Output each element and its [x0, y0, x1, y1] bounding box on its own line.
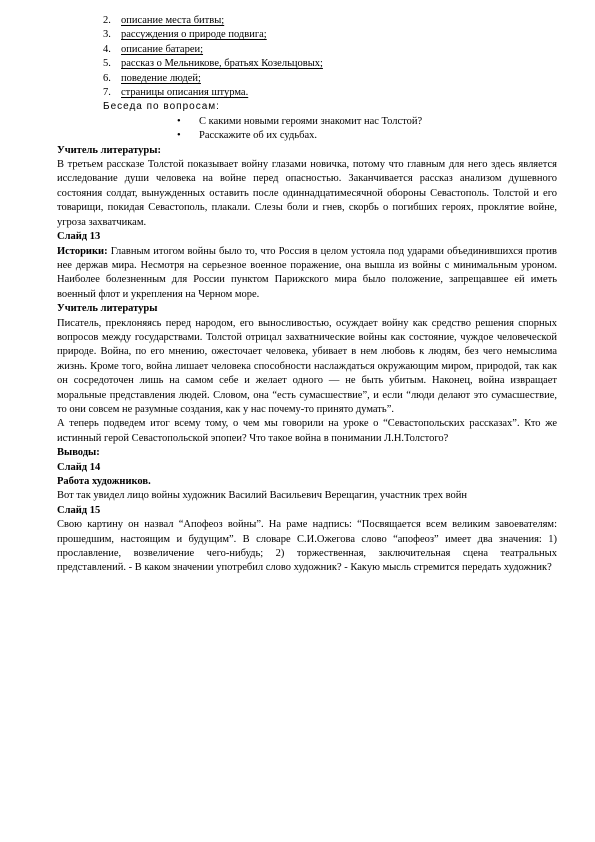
- list-item: 7. страницы описания штурма.: [103, 87, 249, 99]
- question-list: [177, 115, 557, 144]
- slide-heading: Слайд 14: [57, 461, 101, 473]
- discussion-label: Беседа по вопросам:: [103, 101, 220, 113]
- artists-heading: Работа художников.: [57, 476, 151, 487]
- bullet-icon: •: [177, 130, 181, 142]
- list-item: 4. описание батареи;: [103, 43, 204, 55]
- paragraph: Вот так увидел лицо войны художник Василий Васильевич Верещагин, участник трех войн: [57, 490, 467, 502]
- slide-heading: Слайд 15: [57, 504, 101, 516]
- bullet-icon: •: [177, 115, 181, 127]
- numbered-list: [103, 14, 557, 100]
- paragraph: Историки: Главным итогом войны было то, что Россия в целом устояла под ударами объединившихся против нее держав мира. Несмотря на серьезное военное поражение, она вышла из войны с минимальным уроном. Наиболее болезненным для России пунктом Парижского мира было положение, запрещавшее ей иметь военный флот и укрепления на Черном море.: [57, 245, 557, 300]
- paragraph: Писатель, преклоняясь перед народом, его выносливостью, осуждает войну как средство решения спорных вопросов между государствами. Толстой отрицал захватнические войны как состояние, чуждое человеческой природе. Война, по его мнению, ожесточает человека, убивает в нем любовь к людям, без чего немыслима жизнь. Кроме того, война лишает человека способности наслаждаться окружающим миром, природой, так как он сосредоточен лишь на самом себе и желает одного — не быть убитым. Наконец, война извращает моральные представления людей. Словом, она “есть сумасшествие”, и если “люди делают это сумасшествие, то они совсем не разумные создания, как у нас почему-то принято думать”.: [57, 317, 557, 415]
- list-item: 3. рассуждения о природе подвига;: [103, 29, 267, 41]
- list-item: 5. рассказ о Мельникове, братьях Козельцовых;: [103, 58, 323, 70]
- paragraph: А теперь подведем итог всему тому, о чем мы говорили на уроке о “Севастопольских рассказах”. Кто же истинный герой Севастопольской эпопеи? Что такое война в понимании Л.Н.Толстого?: [57, 418, 557, 444]
- teacher-heading: Учитель литературы:: [57, 144, 161, 156]
- conclusions-heading: Выводы:: [57, 447, 100, 459]
- paragraph: В третьем рассказе Толстой показывает войну глазами новичка, потому что главным для него здесь является исследование души человека на войне перед опасностью. Заканчивается рассказ анализом душевного состояния солдат, вынужденных оставить после одиннадцатимесячной обороны Севастополь. Толстой и его товарищи, покидая Севастополь, плакали. Слезы боли и гнев, скорбь о погибших героях, проклятие войне, угроза захватчикам.: [57, 159, 557, 228]
- list-item: 6. поведение людей;: [103, 72, 201, 84]
- teacher-heading: Учитель литературы: [57, 303, 158, 315]
- list-item: • С какими новыми героями знакомит нас Толстой?: [177, 115, 557, 129]
- document-content: [57, 14, 557, 576]
- list-item: • Расскажите об их судьбах.: [177, 129, 557, 143]
- list-item: 2. описание места битвы;: [103, 15, 225, 26]
- paragraph: Свою картину он назвал “Апофеоз войны”. На раме надпись: “Посвящается всем великим завоевателям: прошедшим, настоящим и будущим”. В словаре С.И.Ожегова слово “апофеоз” имеет два значения: 1) прославление, возвеличение чего-нибудь; 2) торжественная, заключительная сцена театральных представлений. - В каком значении употребил слово художник? - Какую мысль стремится передать художник?: [57, 519, 557, 574]
- slide-heading: Слайд 13: [57, 231, 101, 243]
- historians-label: Историки:: [57, 245, 108, 257]
